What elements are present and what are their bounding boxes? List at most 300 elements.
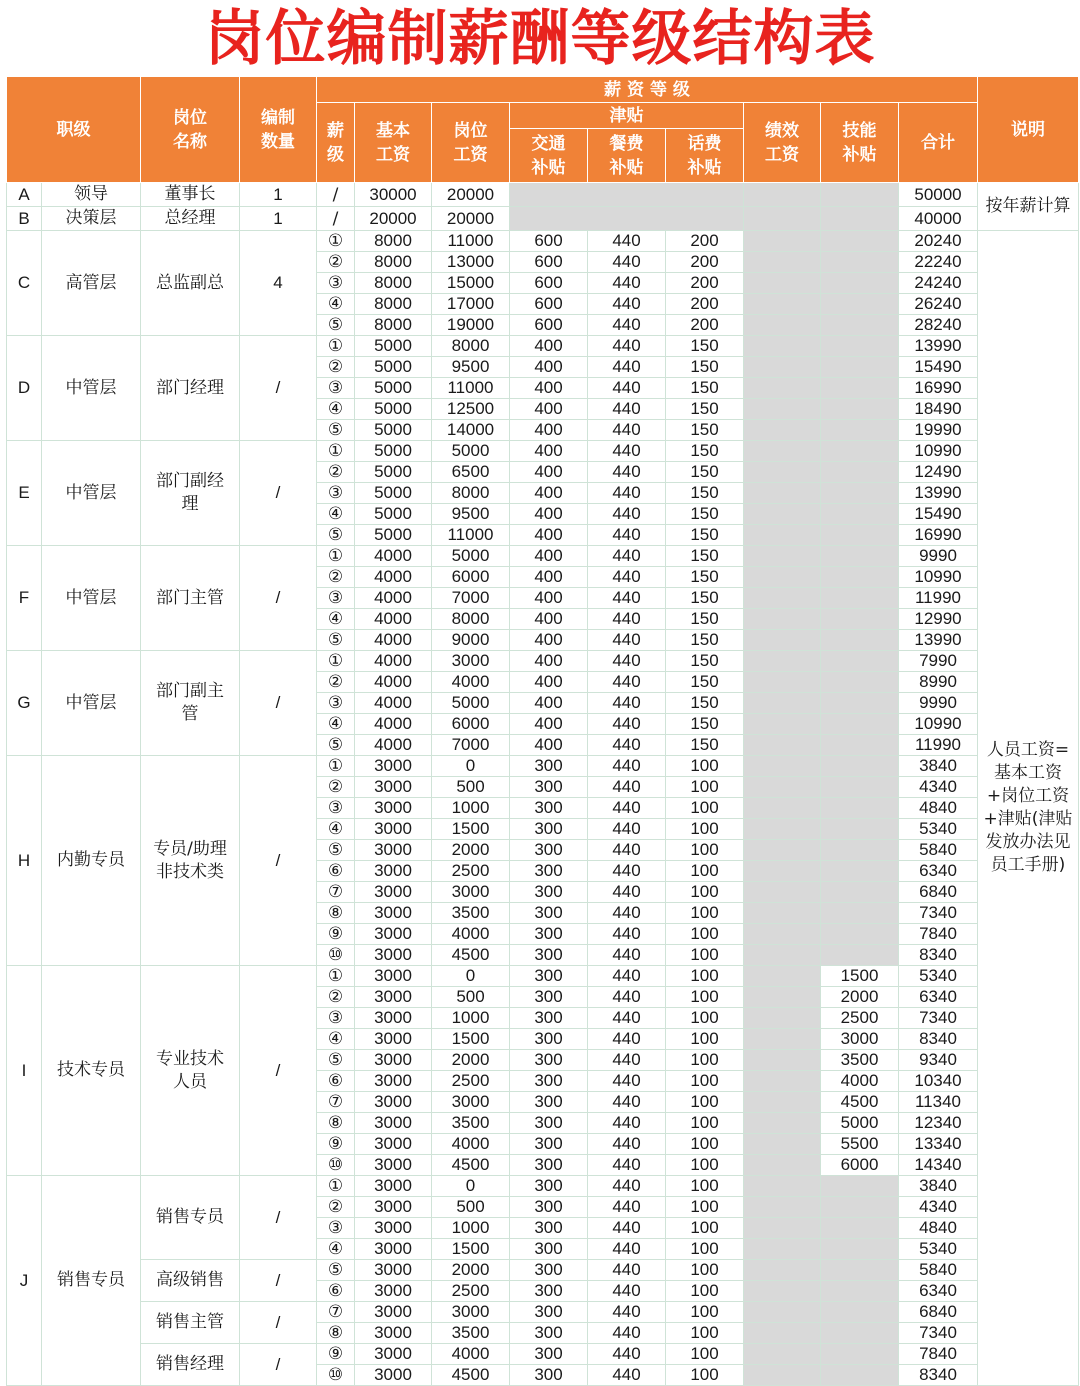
- pay-grade: ⑥: [317, 1281, 355, 1302]
- skill-allowance: [821, 252, 899, 273]
- post-pay: 4500: [432, 1155, 510, 1176]
- total-pay: 22240: [899, 252, 978, 273]
- transport-allowance: 300: [510, 798, 588, 819]
- headcount: /: [240, 441, 317, 546]
- transport-allowance: 300: [510, 945, 588, 966]
- transport-allowance: 300: [510, 1218, 588, 1239]
- base-pay: 5000: [355, 483, 432, 504]
- skill-allowance: [821, 1302, 899, 1323]
- performance-pay: [744, 378, 821, 399]
- performance-pay: [744, 1281, 821, 1302]
- total-pay: 8340: [899, 1029, 978, 1050]
- skill-allowance: [821, 798, 899, 819]
- performance-pay: [744, 672, 821, 693]
- performance-pay: [744, 1155, 821, 1176]
- pay-grade: ①: [317, 756, 355, 777]
- pay-grade: ⑤: [317, 735, 355, 756]
- base-pay: 3000: [355, 1029, 432, 1050]
- phone-allowance: 100: [666, 987, 744, 1008]
- phone-allowance: 100: [666, 777, 744, 798]
- pay-grade: ①: [317, 651, 355, 672]
- skill-allowance: [821, 504, 899, 525]
- meal-allowance: 440: [588, 1029, 666, 1050]
- base-pay: 4000: [355, 630, 432, 651]
- performance-pay: [744, 903, 821, 924]
- skill-allowance: [821, 1197, 899, 1218]
- skill-allowance: [821, 231, 899, 252]
- phone-allowance: 150: [666, 378, 744, 399]
- level-code: B: [7, 207, 42, 231]
- pay-grade: ⑥: [317, 861, 355, 882]
- base-pay: 3000: [355, 1302, 432, 1323]
- skill-allowance: [821, 294, 899, 315]
- pay-grade: ③: [317, 1008, 355, 1029]
- total-pay: 5340: [899, 966, 978, 987]
- post-pay: 1000: [432, 1218, 510, 1239]
- post-pay: 1500: [432, 819, 510, 840]
- performance-pay: [744, 1029, 821, 1050]
- skill-allowance: [821, 207, 899, 231]
- post-pay: 5000: [432, 693, 510, 714]
- pay-grade: ③: [317, 588, 355, 609]
- performance-pay: [744, 714, 821, 735]
- transport-allowance: 300: [510, 1323, 588, 1344]
- post-pay: 3500: [432, 1323, 510, 1344]
- post-pay: 6000: [432, 567, 510, 588]
- post-pay: 1000: [432, 798, 510, 819]
- total-pay: 9340: [899, 1050, 978, 1071]
- meal-allowance: 440: [588, 756, 666, 777]
- note-annual: 按年薪计算: [978, 183, 1079, 231]
- meal-allowance: 440: [588, 1071, 666, 1092]
- post-pay: 3000: [432, 882, 510, 903]
- phone-allowance: 100: [666, 1302, 744, 1323]
- skill-allowance: [821, 1344, 899, 1365]
- header-salary-grade: 薪 资 等 级: [317, 77, 978, 103]
- skill-allowance: [821, 336, 899, 357]
- meal-allowance: 440: [588, 1008, 666, 1029]
- total-pay: 5340: [899, 819, 978, 840]
- post-pay: 3000: [432, 1092, 510, 1113]
- total-pay: 13990: [899, 336, 978, 357]
- phone-allowance: 150: [666, 483, 744, 504]
- performance-pay: [744, 1050, 821, 1071]
- total-pay: 9990: [899, 693, 978, 714]
- pay-grade: ②: [317, 462, 355, 483]
- pay-grade: ②: [317, 1197, 355, 1218]
- total-pay: 13990: [899, 483, 978, 504]
- transport-allowance: 300: [510, 1050, 588, 1071]
- performance-pay: [744, 861, 821, 882]
- phone-allowance: 150: [666, 630, 744, 651]
- meal-allowance: 440: [588, 651, 666, 672]
- pay-grade: ①: [317, 1176, 355, 1197]
- meal-allowance: 440: [588, 441, 666, 462]
- performance-pay: [744, 315, 821, 336]
- skill-allowance: [821, 1260, 899, 1281]
- phone-allowance: 150: [666, 714, 744, 735]
- post-name: 总经理: [141, 207, 240, 231]
- base-pay: 20000: [355, 207, 432, 231]
- post-name: 销售专员: [141, 1176, 240, 1260]
- phone-allowance: 200: [666, 294, 744, 315]
- post-pay: 14000: [432, 420, 510, 441]
- total-pay: 3840: [899, 1176, 978, 1197]
- transport-allowance: 300: [510, 966, 588, 987]
- total-pay: 8340: [899, 1365, 978, 1386]
- transport-allowance: 300: [510, 1134, 588, 1155]
- post-pay: 20000: [432, 207, 510, 231]
- pay-grade: ②: [317, 672, 355, 693]
- pay-grade: ⑤: [317, 315, 355, 336]
- level-label: 决策层: [42, 207, 141, 231]
- total-pay: 16990: [899, 378, 978, 399]
- pay-grade: ④: [317, 1239, 355, 1260]
- header-total: 合计: [899, 103, 978, 183]
- post-pay: 2000: [432, 1050, 510, 1071]
- skill-allowance: [821, 1239, 899, 1260]
- pay-grade: ⑤: [317, 1260, 355, 1281]
- performance-pay: [744, 294, 821, 315]
- total-pay: 11990: [899, 735, 978, 756]
- pay-grade: ⑧: [317, 903, 355, 924]
- pay-grade: ④: [317, 714, 355, 735]
- post-pay: 4000: [432, 924, 510, 945]
- pay-grade: ②: [317, 567, 355, 588]
- pay-grade: ⑥: [317, 1071, 355, 1092]
- skill-allowance: 3000: [821, 1029, 899, 1050]
- phone-allowance: 100: [666, 903, 744, 924]
- skill-allowance: 2500: [821, 1008, 899, 1029]
- level-label: 中管层: [42, 336, 141, 441]
- transport-allowance: 300: [510, 1176, 588, 1197]
- post-pay: 4500: [432, 1365, 510, 1386]
- post-pay: 2500: [432, 861, 510, 882]
- post-pay: 11000: [432, 525, 510, 546]
- skill-allowance: [821, 861, 899, 882]
- performance-pay: [744, 693, 821, 714]
- table-row: [7, 756, 1079, 777]
- total-pay: 12340: [899, 1113, 978, 1134]
- post-pay: 500: [432, 987, 510, 1008]
- phone-allowance: 150: [666, 357, 744, 378]
- post-name: 销售经理: [141, 1344, 240, 1386]
- total-pay: 7340: [899, 1008, 978, 1029]
- post-pay: 19000: [432, 315, 510, 336]
- performance-pay: [744, 546, 821, 567]
- level-label: 技术专员: [42, 966, 141, 1176]
- skill-allowance: [821, 588, 899, 609]
- meal-allowance: 440: [588, 273, 666, 294]
- base-pay: 4000: [355, 672, 432, 693]
- total-pay: 4840: [899, 798, 978, 819]
- phone-allowance: 150: [666, 462, 744, 483]
- performance-pay: [744, 966, 821, 987]
- meal-allowance: 440: [588, 1323, 666, 1344]
- transport-allowance: 400: [510, 420, 588, 441]
- meal-allowance: 440: [588, 399, 666, 420]
- headcount: 1: [240, 207, 317, 231]
- meal-allowance: 440: [588, 693, 666, 714]
- skill-allowance: [821, 183, 899, 207]
- performance-pay: [744, 525, 821, 546]
- base-pay: 3000: [355, 840, 432, 861]
- level-label: 高管层: [42, 231, 141, 336]
- phone-allowance: 150: [666, 525, 744, 546]
- base-pay: 3000: [355, 1239, 432, 1260]
- pay-grade: ⑤: [317, 630, 355, 651]
- base-pay: 8000: [355, 273, 432, 294]
- post-name: 销售主管: [141, 1302, 240, 1344]
- total-pay: 10340: [899, 1071, 978, 1092]
- post-pay: 9000: [432, 630, 510, 651]
- meal-allowance: 440: [588, 483, 666, 504]
- meal-allowance: 440: [588, 420, 666, 441]
- post-pay: 9500: [432, 357, 510, 378]
- total-pay: 8990: [899, 672, 978, 693]
- meal-allowance: 440: [588, 1113, 666, 1134]
- base-pay: 4000: [355, 567, 432, 588]
- headcount: /: [240, 1302, 317, 1344]
- total-pay: 4340: [899, 1197, 978, 1218]
- base-pay: 4000: [355, 693, 432, 714]
- transport-allowance: 400: [510, 504, 588, 525]
- post-pay: 3000: [432, 1302, 510, 1323]
- level-code: G: [7, 651, 42, 756]
- pay-grade: ⑧: [317, 1323, 355, 1344]
- header-post-name: 岗位名称: [141, 77, 240, 183]
- base-pay: 4000: [355, 735, 432, 756]
- base-pay: 3000: [355, 798, 432, 819]
- phone-allowance: 100: [666, 1092, 744, 1113]
- table-row: [7, 1176, 1079, 1197]
- transport-allowance: 300: [510, 1008, 588, 1029]
- meal-allowance: 440: [588, 588, 666, 609]
- table-row: [7, 336, 1079, 357]
- table-row: [7, 966, 1079, 987]
- meal-allowance: 440: [588, 840, 666, 861]
- post-pay: 500: [432, 777, 510, 798]
- transport-allowance: 400: [510, 357, 588, 378]
- table-row: [7, 546, 1079, 567]
- phone-allowance: 150: [666, 609, 744, 630]
- allowance-cell: [510, 207, 744, 231]
- base-pay: 3000: [355, 861, 432, 882]
- transport-allowance: 300: [510, 1302, 588, 1323]
- skill-allowance: [821, 882, 899, 903]
- performance-pay: [744, 1344, 821, 1365]
- transport-allowance: 300: [510, 1260, 588, 1281]
- total-pay: 50000: [899, 183, 978, 207]
- performance-pay: [744, 1176, 821, 1197]
- level-label: 内勤专员: [42, 756, 141, 966]
- skill-allowance: [821, 483, 899, 504]
- transport-allowance: 400: [510, 651, 588, 672]
- allowance-cell: [510, 183, 744, 207]
- transport-allowance: 400: [510, 441, 588, 462]
- phone-allowance: 150: [666, 504, 744, 525]
- meal-allowance: 440: [588, 1134, 666, 1155]
- table-row: [7, 441, 1079, 462]
- performance-pay: [744, 1071, 821, 1092]
- post-pay: 2500: [432, 1281, 510, 1302]
- skill-allowance: 6000: [821, 1155, 899, 1176]
- transport-allowance: 600: [510, 273, 588, 294]
- pay-grade: ⑤: [317, 840, 355, 861]
- post-pay: 7000: [432, 588, 510, 609]
- post-pay: 2000: [432, 1260, 510, 1281]
- meal-allowance: 440: [588, 1176, 666, 1197]
- post-name: 部门副经理: [141, 441, 240, 546]
- header-performance: 绩效工资: [744, 103, 821, 183]
- base-pay: 3000: [355, 924, 432, 945]
- post-pay: 0: [432, 756, 510, 777]
- transport-allowance: 300: [510, 1071, 588, 1092]
- performance-pay: [744, 1323, 821, 1344]
- meal-allowance: 440: [588, 315, 666, 336]
- pay-grade: ⑩: [317, 1365, 355, 1386]
- meal-allowance: 440: [588, 546, 666, 567]
- transport-allowance: 400: [510, 336, 588, 357]
- level-code: H: [7, 756, 42, 966]
- skill-allowance: 4000: [821, 1071, 899, 1092]
- total-pay: 4840: [899, 1218, 978, 1239]
- phone-allowance: 100: [666, 1029, 744, 1050]
- headcount: /: [240, 651, 317, 756]
- meal-allowance: 440: [588, 1365, 666, 1386]
- post-pay: 0: [432, 1176, 510, 1197]
- table-row: [7, 1344, 1079, 1365]
- meal-allowance: 440: [588, 1260, 666, 1281]
- skill-allowance: [821, 546, 899, 567]
- post-pay: 2500: [432, 1071, 510, 1092]
- meal-allowance: 440: [588, 609, 666, 630]
- base-pay: 3000: [355, 777, 432, 798]
- pay-grade: ⑦: [317, 882, 355, 903]
- phone-allowance: 150: [666, 441, 744, 462]
- transport-allowance: 600: [510, 231, 588, 252]
- skill-allowance: [821, 1365, 899, 1386]
- skill-allowance: [821, 756, 899, 777]
- pay-grade: ⑨: [317, 1344, 355, 1365]
- pay-grade: ②: [317, 777, 355, 798]
- post-pay: 5000: [432, 441, 510, 462]
- headcount: /: [240, 966, 317, 1176]
- total-pay: 7340: [899, 1323, 978, 1344]
- meal-allowance: 440: [588, 1239, 666, 1260]
- phone-allowance: 100: [666, 924, 744, 945]
- transport-allowance: 400: [510, 525, 588, 546]
- transport-allowance: 400: [510, 399, 588, 420]
- skill-allowance: [821, 357, 899, 378]
- meal-allowance: 440: [588, 798, 666, 819]
- base-pay: 4000: [355, 588, 432, 609]
- phone-allowance: 100: [666, 1113, 744, 1134]
- total-pay: 11340: [899, 1092, 978, 1113]
- transport-allowance: 300: [510, 882, 588, 903]
- transport-allowance: 600: [510, 294, 588, 315]
- pay-grade: ③: [317, 273, 355, 294]
- phone-allowance: 150: [666, 546, 744, 567]
- performance-pay: [744, 252, 821, 273]
- level-code: F: [7, 546, 42, 651]
- post-pay: 1500: [432, 1239, 510, 1260]
- transport-allowance: 300: [510, 903, 588, 924]
- meal-allowance: 440: [588, 714, 666, 735]
- pay-grade: ④: [317, 1029, 355, 1050]
- meal-allowance: 440: [588, 735, 666, 756]
- post-name: 部门主管: [141, 546, 240, 651]
- skill-allowance: 1500: [821, 966, 899, 987]
- header-allowance: 津贴: [510, 103, 744, 129]
- phone-allowance: 100: [666, 1197, 744, 1218]
- phone-allowance: 200: [666, 252, 744, 273]
- performance-pay: [744, 1239, 821, 1260]
- phone-allowance: 150: [666, 336, 744, 357]
- meal-allowance: 440: [588, 861, 666, 882]
- pay-grade: ③: [317, 378, 355, 399]
- meal-allowance: 440: [588, 1281, 666, 1302]
- post-pay: 7000: [432, 735, 510, 756]
- level-code: J: [7, 1176, 42, 1386]
- total-pay: 7840: [899, 924, 978, 945]
- table-row: [7, 1260, 1079, 1281]
- total-pay: 10990: [899, 567, 978, 588]
- post-name: 专业技术人员: [141, 966, 240, 1176]
- base-pay: 3000: [355, 1008, 432, 1029]
- performance-pay: [744, 336, 821, 357]
- base-pay: 3000: [355, 1281, 432, 1302]
- performance-pay: [744, 777, 821, 798]
- skill-allowance: [821, 609, 899, 630]
- base-pay: 8000: [355, 315, 432, 336]
- skill-allowance: [821, 1281, 899, 1302]
- phone-allowance: 100: [666, 756, 744, 777]
- transport-allowance: 300: [510, 924, 588, 945]
- performance-pay: [744, 441, 821, 462]
- pay-grade: ⑩: [317, 945, 355, 966]
- total-pay: 16990: [899, 525, 978, 546]
- post-name: 专员/助理非技术类: [141, 756, 240, 966]
- meal-allowance: 440: [588, 504, 666, 525]
- skill-allowance: [821, 903, 899, 924]
- total-pay: 26240: [899, 294, 978, 315]
- phone-allowance: 100: [666, 945, 744, 966]
- base-pay: 3000: [355, 1344, 432, 1365]
- skill-allowance: [821, 714, 899, 735]
- level-label: 领导: [42, 183, 141, 207]
- phone-allowance: 150: [666, 567, 744, 588]
- pay-grade: ⑦: [317, 1092, 355, 1113]
- transport-allowance: 400: [510, 693, 588, 714]
- total-pay: 4340: [899, 777, 978, 798]
- level-code: A: [7, 183, 42, 207]
- pay-grade: ②: [317, 252, 355, 273]
- pay-grade: ⑤: [317, 420, 355, 441]
- total-pay: 12990: [899, 609, 978, 630]
- phone-allowance: 100: [666, 861, 744, 882]
- meal-allowance: 440: [588, 1155, 666, 1176]
- pay-grade: ①: [317, 966, 355, 987]
- total-pay: 6840: [899, 1302, 978, 1323]
- post-pay: 4000: [432, 672, 510, 693]
- transport-allowance: 300: [510, 987, 588, 1008]
- pay-grade: ③: [317, 483, 355, 504]
- performance-pay: [744, 819, 821, 840]
- skill-allowance: [821, 924, 899, 945]
- total-pay: 14340: [899, 1155, 978, 1176]
- pay-grade: ⑦: [317, 1302, 355, 1323]
